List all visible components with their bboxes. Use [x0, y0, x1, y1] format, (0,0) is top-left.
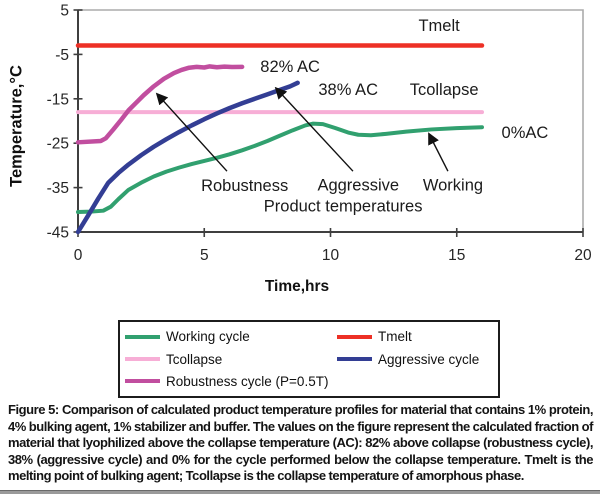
x-tick-label-20: 20 — [574, 247, 592, 264]
bottom-divider — [0, 490, 600, 494]
working-label: Working — [422, 176, 484, 195]
y-tick-label-5: 5 — [60, 2, 69, 20]
x-tick-label-10: 10 — [321, 247, 340, 264]
legend-item-tcollapse — [125, 352, 337, 367]
robustness-label: Robustness — [201, 176, 289, 195]
legend-swatch-working-cycle — [125, 335, 160, 339]
82-ac-label: 82% AC — [260, 57, 320, 76]
working-arrow — [429, 134, 448, 171]
x-tick-label-0: 0 — [73, 247, 83, 264]
y-tick-label--45: -45 — [46, 224, 69, 242]
y-tick-label--35: -35 — [46, 180, 69, 198]
0-ac-label: 0%AC — [501, 124, 549, 143]
legend-item-aggressive-cycle — [337, 352, 498, 367]
legend-label-robustness-cycle: Robustness cycle (P=0.5T) — [166, 373, 329, 389]
chart-legend — [118, 320, 500, 398]
aggressive-label: Aggressive — [317, 176, 400, 195]
tmelt-label: Tmelt — [418, 17, 460, 36]
legend-swatch-robustness-cycle — [125, 379, 160, 383]
legend-label-aggressive-cycle: Aggressive cycle — [378, 351, 480, 367]
x-tick-label-15: 15 — [448, 247, 466, 264]
x-axis-title: Time,hrs — [264, 278, 330, 295]
y-tick-label--15: -15 — [46, 91, 69, 109]
legend-swatch-tmelt — [337, 335, 372, 339]
y-tick-label--5: -5 — [55, 46, 69, 64]
legend-label-working-cycle: Working cycle — [166, 329, 250, 345]
product-temperatures-label: Product temperatures — [263, 197, 423, 216]
legend-swatch-tcollapse — [125, 357, 160, 361]
38-ac-label: 38% AC — [318, 81, 378, 100]
legend-label-tcollapse: Tcollapse — [166, 351, 223, 367]
figure-caption: Figure 5: Comparison of calculated product temperature profiles for material that contains 1% protein, 4% bulking agent, 1% stabilizer and buffer. The values on the figure represent the calculated fraction of material that lyophilized above the collapse temperature (AC): 82% above collapse (robustness cycle), 38% (aggressive cycle) and 0% for the cycle performed below the collapse temperature. Tmelt is the melting point of bulking agent; Tcollapse is the collapse temperature of amorphous phase. — [8, 402, 593, 483]
legend-item-working-cycle — [125, 329, 337, 344]
x-tick-label-5: 5 — [199, 247, 209, 264]
robustness-cycle-line — [78, 66, 242, 142]
y-axis-title: Temperature,°C — [7, 65, 26, 187]
y-tick-label--25: -25 — [46, 135, 69, 153]
legend-label-tmelt: Tmelt — [378, 329, 412, 345]
legend-item-robustness-cycle — [125, 374, 337, 389]
tcollapse-label: Tcollapse — [409, 81, 479, 100]
legend-swatch-aggressive-cycle — [337, 357, 372, 361]
robustness-arrow — [157, 94, 227, 171]
legend-item-tmelt — [337, 329, 498, 344]
